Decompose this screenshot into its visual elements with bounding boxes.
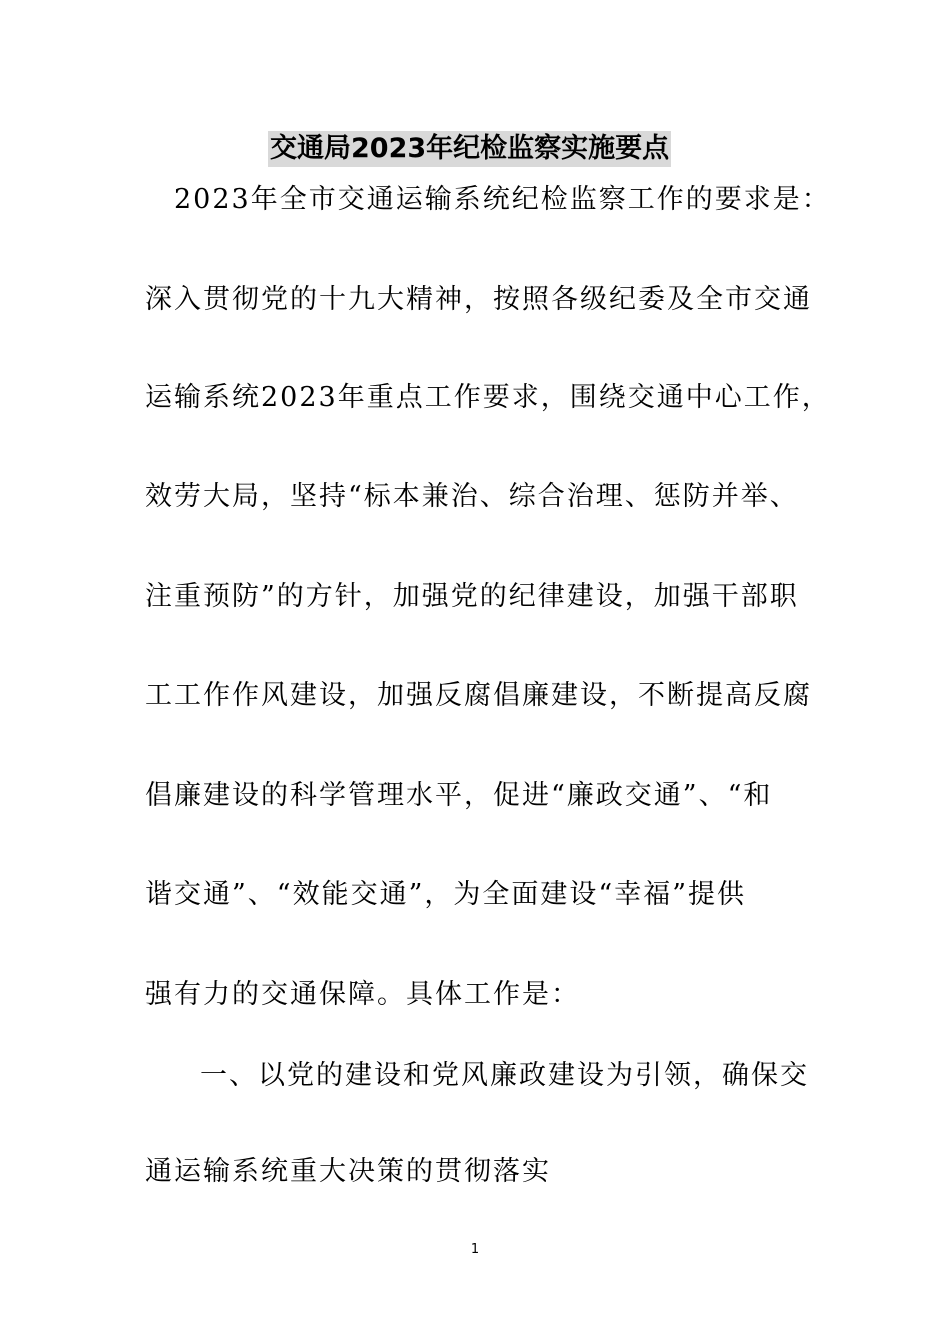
paragraph-line: 2023年全市交通运输系统纪检监察工作的要求是：: [174, 184, 831, 215]
paragraph-line: 运输系统2023年重点工作要求，围绕交通中心工作，: [145, 382, 831, 413]
paragraph-line: 注重预防”的方针，加强党的纪律建设，加强干部职: [145, 581, 799, 612]
paragraph-line: 强有力的交通保障。具体工作是：: [145, 979, 580, 1010]
paragraph-line: 谐交通”、“效能交通”，为全面建设“幸福”提供: [145, 879, 747, 910]
paragraph-line: 深入贯彻党的十九大精神，按照各级纪委及全市交通: [145, 284, 812, 315]
paragraph-line: 倡廉建设的科学管理水平，促进“廉政交通”、“和: [145, 780, 773, 811]
document-title: 交通局2023年纪检监察实施要点: [268, 131, 671, 167]
section-heading-line: 一、以党的建设和党风廉政建设为引领，确保交: [200, 1060, 809, 1091]
page-number: 1: [470, 1242, 480, 1257]
paragraph-line: 效劳大局，坚持“标本兼治、综合治理、惩防并举、: [145, 481, 799, 512]
paragraph-line: 工工作作风建设，加强反腐倡廉建设，不断提高反腐: [145, 680, 812, 711]
section-heading-line: 通运输系统重大决策的贯彻落实: [145, 1156, 551, 1187]
